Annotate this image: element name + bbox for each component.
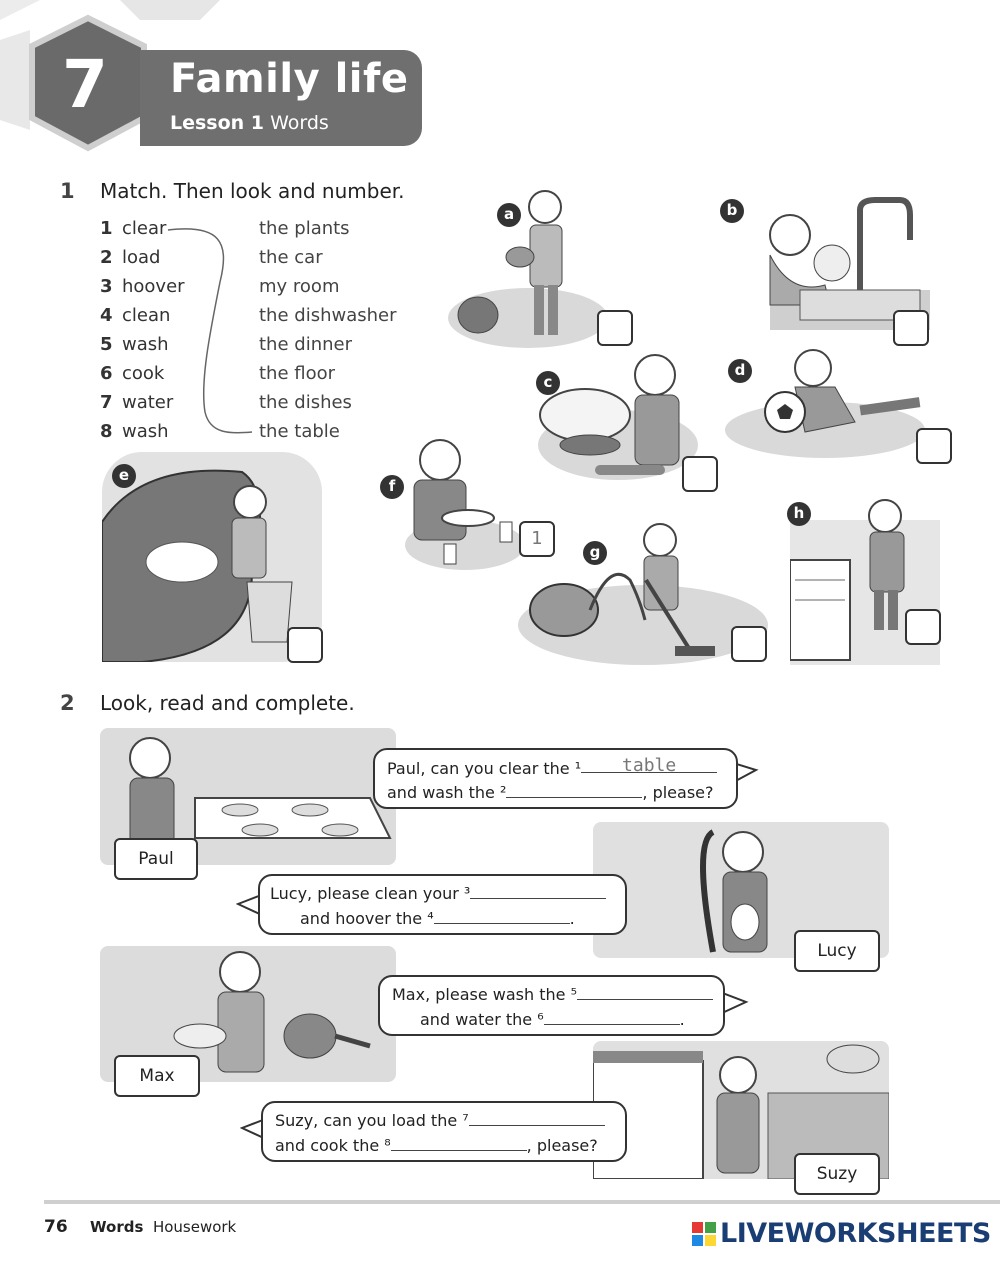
blank-6[interactable] xyxy=(544,1010,680,1025)
picture-g-answer-box[interactable] xyxy=(731,626,767,662)
exercise-1-number: 1 xyxy=(60,179,75,203)
liveworksheets-logo-icon xyxy=(692,1222,716,1246)
picture-e-answer-box[interactable] xyxy=(287,627,323,663)
paul-line-1: Paul, can you clear the ¹ xyxy=(387,759,582,778)
picture-f-clearing-table xyxy=(400,430,525,570)
unit-number: 7 xyxy=(62,46,108,123)
footer-divider xyxy=(44,1200,1000,1204)
suzy-name-label: Suzy xyxy=(794,1153,880,1195)
picture-b-letter: b xyxy=(720,199,744,223)
match-right-item[interactable]: the car xyxy=(259,247,323,268)
match-right-item[interactable]: the dishes xyxy=(259,392,352,413)
match-left-number: 3 xyxy=(100,276,113,297)
match-left-word: clear xyxy=(122,218,167,239)
match-left-number: 1 xyxy=(100,218,113,239)
picture-a-letter: a xyxy=(497,203,521,227)
match-left-number: 5 xyxy=(100,334,113,355)
picture-a-answer-box[interactable] xyxy=(597,310,633,346)
match-left-item[interactable] xyxy=(100,334,169,355)
lucy-name-label: Lucy xyxy=(794,930,880,972)
lucy-line-2: and hoover the ⁴ xyxy=(300,909,434,928)
max-name-label: Max xyxy=(114,1055,200,1097)
picture-g-letter: g xyxy=(583,541,607,565)
match-right-item[interactable]: the plants xyxy=(259,218,350,239)
footer-section-label: Words xyxy=(90,1218,144,1236)
match-left-number: 4 xyxy=(100,305,113,326)
suzy-line-2: and cook the ⁸ xyxy=(275,1136,391,1155)
match-right-item[interactable]: my room xyxy=(259,276,340,297)
picture-f-answer-box[interactable]: 1 xyxy=(519,521,555,557)
picture-g-hoovering xyxy=(520,520,730,665)
picture-h-answer-box[interactable] xyxy=(905,609,941,645)
paul-name-label: Paul xyxy=(114,838,198,880)
paul-speech-bubble xyxy=(373,748,738,809)
match-right-item[interactable]: the dinner xyxy=(259,334,352,355)
lesson-name: Words xyxy=(270,112,329,134)
blank-2[interactable] xyxy=(506,783,642,798)
footer-topic: Housework xyxy=(152,1218,237,1236)
picture-e-letter: e xyxy=(112,464,136,488)
match-left-word: water xyxy=(122,392,174,413)
match-left-word: clean xyxy=(122,305,171,326)
blank-3[interactable] xyxy=(470,884,606,899)
max-line-1: Max, please wash the ⁵ xyxy=(392,985,577,1004)
match-left-number: 2 xyxy=(100,247,113,268)
blank-5[interactable] xyxy=(577,985,713,1000)
picture-d-answer-box[interactable] xyxy=(916,428,952,464)
lucy-line-1: Lucy, please clean your ³ xyxy=(270,884,471,903)
picture-c-letter: c xyxy=(536,371,560,395)
match-left-item[interactable] xyxy=(100,421,169,442)
blank-1-answer: table xyxy=(622,755,677,776)
match-right-item[interactable]: the table xyxy=(259,421,340,442)
match-left-word: cook xyxy=(122,363,165,384)
match-left-word: wash xyxy=(122,334,169,355)
lesson-label: Lesson 1 xyxy=(170,112,265,134)
match-left-number: 6 xyxy=(100,363,113,384)
blank-7[interactable] xyxy=(469,1111,605,1126)
lesson-subtitle xyxy=(170,112,329,134)
exercise-1-instruction: Match. Then look and number. xyxy=(100,179,405,203)
footer-section xyxy=(90,1218,236,1236)
picture-c-answer-box[interactable] xyxy=(682,456,718,492)
page-number: 76 xyxy=(44,1217,68,1237)
suzy-line-2-end: , please? xyxy=(526,1136,598,1155)
exercise-2-instruction: Look, read and complete. xyxy=(100,691,355,715)
suzy-speech-bubble xyxy=(261,1101,627,1162)
picture-d-cleaning-room xyxy=(745,342,945,452)
lucy-line-2-end: . xyxy=(569,909,575,928)
blank-8[interactable] xyxy=(391,1136,527,1151)
suzy-line-1: Suzy, can you load the ⁷ xyxy=(275,1111,469,1130)
match-left-item[interactable] xyxy=(100,247,160,268)
blank-1[interactable] xyxy=(581,755,717,776)
match-left-item[interactable] xyxy=(100,218,166,239)
max-line-2: and water the ⁶ xyxy=(420,1010,544,1029)
paul-line-2: and wash the ² xyxy=(387,783,507,802)
picture-h-letter: h xyxy=(787,502,811,526)
lucy-speech-bubble xyxy=(258,874,627,935)
page-title: Family life xyxy=(170,56,409,102)
paul-line-2-end: , please? xyxy=(642,783,714,802)
liveworksheets-brand: LIVEWORKSHEETS xyxy=(720,1218,991,1249)
picture-b-answer-box[interactable] xyxy=(893,310,929,346)
match-left-number: 7 xyxy=(100,392,113,413)
blank-4[interactable] xyxy=(434,909,570,924)
match-right-item[interactable]: the floor xyxy=(259,363,336,384)
exercise-2-number: 2 xyxy=(60,691,75,715)
picture-d-letter: d xyxy=(728,359,752,383)
match-left-item[interactable] xyxy=(100,363,164,384)
picture-c-cooking xyxy=(535,345,705,490)
match-left-word: hoover xyxy=(122,276,185,297)
match-left-number: 8 xyxy=(100,421,113,442)
match-right-item[interactable]: the dishwasher xyxy=(259,305,397,326)
example-match-line xyxy=(160,222,260,442)
max-speech-bubble xyxy=(378,975,725,1036)
picture-f-letter: f xyxy=(380,475,404,499)
max-line-2-end: . xyxy=(679,1010,685,1029)
match-left-word: wash xyxy=(122,421,169,442)
match-left-word: load xyxy=(122,247,161,268)
